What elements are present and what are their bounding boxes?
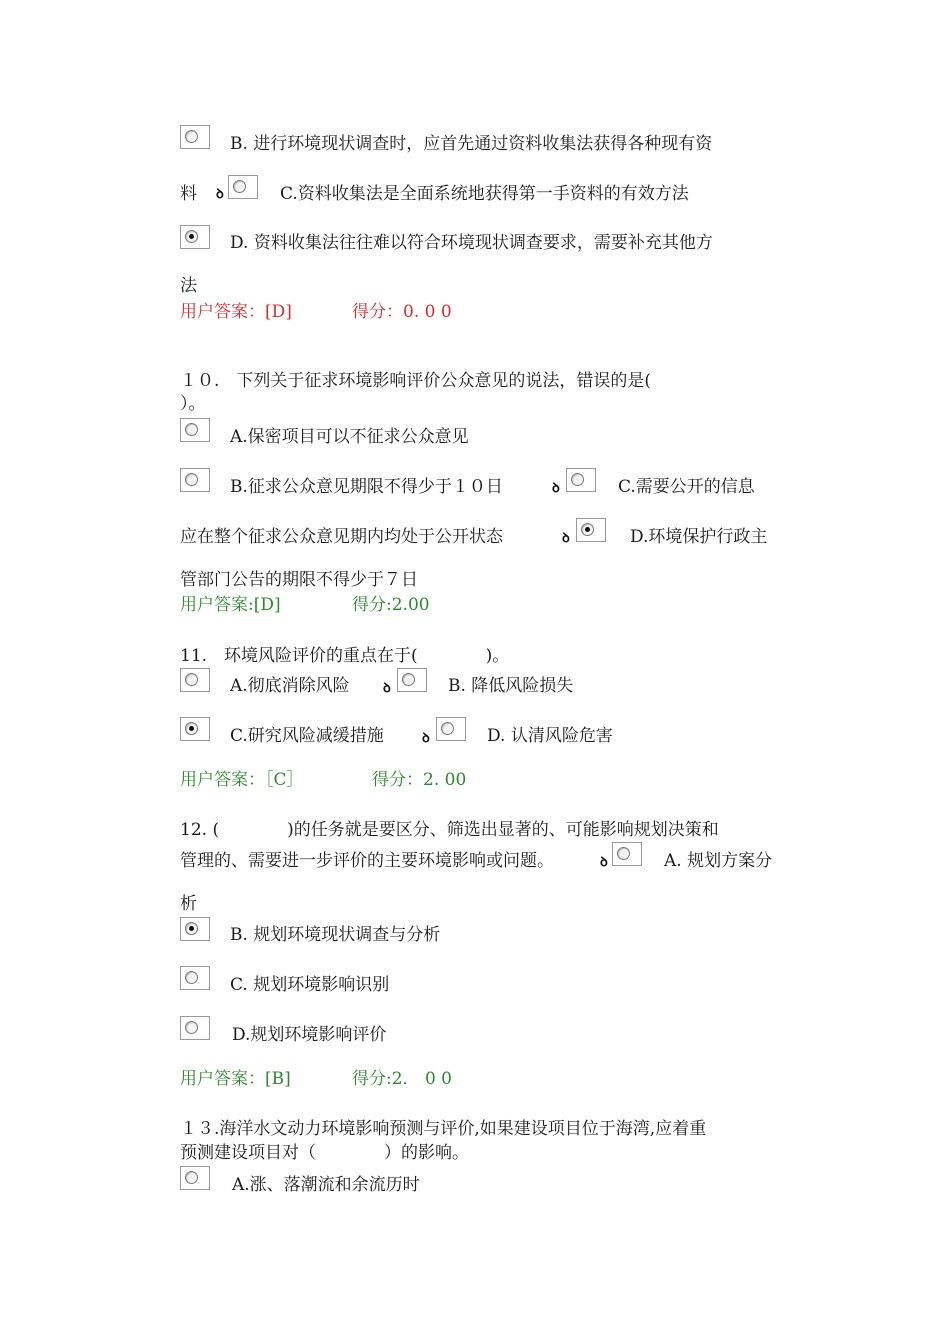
q10-option-a-radio[interactable] xyxy=(180,418,210,442)
q10-option-a-text: A.保密项目可以不征求公众意见 xyxy=(230,427,469,447)
q12-option-a-text-line1: A. 规划方案分 xyxy=(664,851,773,871)
q12-stem-line2: 管理的、需要进一步评价的主要环境影响或问题。 xyxy=(180,851,554,871)
q11-option-a-radio[interactable] xyxy=(180,668,210,692)
q9-option-d-text-line1: D. 资料收集法往往难以符合环境现状调查要求，需要补充其他方 xyxy=(230,233,713,253)
q13-option-a-radio[interactable] xyxy=(180,1166,210,1190)
q13-stem-line2: 预测建设项目对（ ）的影响。 xyxy=(180,1143,469,1163)
break-glyph-icon: ꝺ xyxy=(562,531,570,546)
q11-option-b-radio[interactable] xyxy=(397,668,427,692)
q9-option-d-text-line2: 法 xyxy=(180,276,197,296)
q10-option-d-text-line1: D.环境保护行政主 xyxy=(630,527,768,547)
q12-option-a-radio[interactable] xyxy=(612,842,642,866)
break-glyph-icon: ꝺ xyxy=(552,481,560,496)
q11-option-a-text: A.彻底消除风险 xyxy=(230,676,350,696)
q10-score: 得分:2.00 xyxy=(352,595,430,615)
q13-option-a-text: A.涨、落潮流和余流历时 xyxy=(232,1175,420,1195)
break-glyph-icon: ꝺ xyxy=(383,681,391,696)
q10-option-d-text-line2: 管部门公告的期限不得少于７日 xyxy=(180,570,418,590)
q10-user-answer: 用户答案:[D] xyxy=(180,595,281,615)
q9-option-b-radio[interactable] xyxy=(180,125,210,149)
q11-option-d-radio[interactable] xyxy=(436,717,466,741)
q9-option-b-text-line1: B. 进行环境现状调查时，应首先通过资料收集法获得各种现有资 xyxy=(230,134,713,154)
q12-option-d-radio[interactable] xyxy=(180,1016,210,1040)
q12-option-c-text: C. 规划环境影响识别 xyxy=(230,975,390,995)
q12-option-c-radio[interactable] xyxy=(180,966,210,990)
q10-option-b-text: B.征求公众意见期限不得少于１０日 xyxy=(230,477,503,497)
q11-option-c-text: C.研究风险减缓措施 xyxy=(230,726,384,746)
q11-stem: 11. 环境风险评价的重点在于( )。 xyxy=(180,646,510,666)
q10-option-c-text-line1: C.需要公开的信息 xyxy=(618,477,755,497)
break-glyph-icon: ꝺ xyxy=(600,855,608,870)
q9-user-answer: 用户答案：[D] xyxy=(180,302,292,322)
q11-option-b-text: B. 降低风险损失 xyxy=(448,676,574,696)
q10-option-b-radio[interactable] xyxy=(180,468,210,492)
break-glyph-icon: ꝺ xyxy=(216,187,224,202)
q10-option-d-radio[interactable] xyxy=(576,518,606,542)
q12-user-answer: 用户答案：[B] xyxy=(180,1069,291,1089)
q9-option-c-text: C.资料收集法是全面系统地获得第一手资料的有效方法 xyxy=(280,184,689,204)
q12-score: 得分:2． 0 0 xyxy=(352,1069,452,1089)
q10-stem-line2: ）。 xyxy=(180,394,206,414)
q12-option-a-text-line2: 析 xyxy=(180,894,197,914)
q12-option-d-text: D.规划环境影响评价 xyxy=(232,1025,387,1045)
q11-option-c-radio[interactable] xyxy=(180,717,210,741)
q12-stem-line1: 12. ( )的任务就是要区分、筛选出显著的、可能影响规划决策和 xyxy=(180,820,719,840)
q12-option-b-text: B. 规划环境现状调查与分析 xyxy=(230,925,441,945)
q11-score: 得分：2. 00 xyxy=(372,770,467,790)
q13-stem-line1: １３.海洋水文动力环境影响预测与评价,如果建设项目位于海湾,应着重 xyxy=(180,1119,707,1139)
q10-stem-line1: １０. 下列关于征求环境影响评价公众意见的说法，错误的是( xyxy=(180,371,652,391)
q12-option-b-radio[interactable] xyxy=(180,917,210,941)
q9-score: 得分：0. 0 0 xyxy=(352,302,452,322)
q9-option-b-text-line2: 料 xyxy=(180,184,197,204)
q11-user-answer: 用户答案：［C］ xyxy=(180,770,304,790)
q9-option-c-radio[interactable] xyxy=(228,175,258,199)
q10-option-c-radio[interactable] xyxy=(566,468,596,492)
q11-option-d-text: D. 认清风险危害 xyxy=(487,726,613,746)
break-glyph-icon: ꝺ xyxy=(422,731,430,746)
q10-option-c-text-line2: 应在整个征求公众意见期内均处于公开状态 xyxy=(180,527,503,547)
q9-option-d-radio[interactable] xyxy=(180,225,210,249)
